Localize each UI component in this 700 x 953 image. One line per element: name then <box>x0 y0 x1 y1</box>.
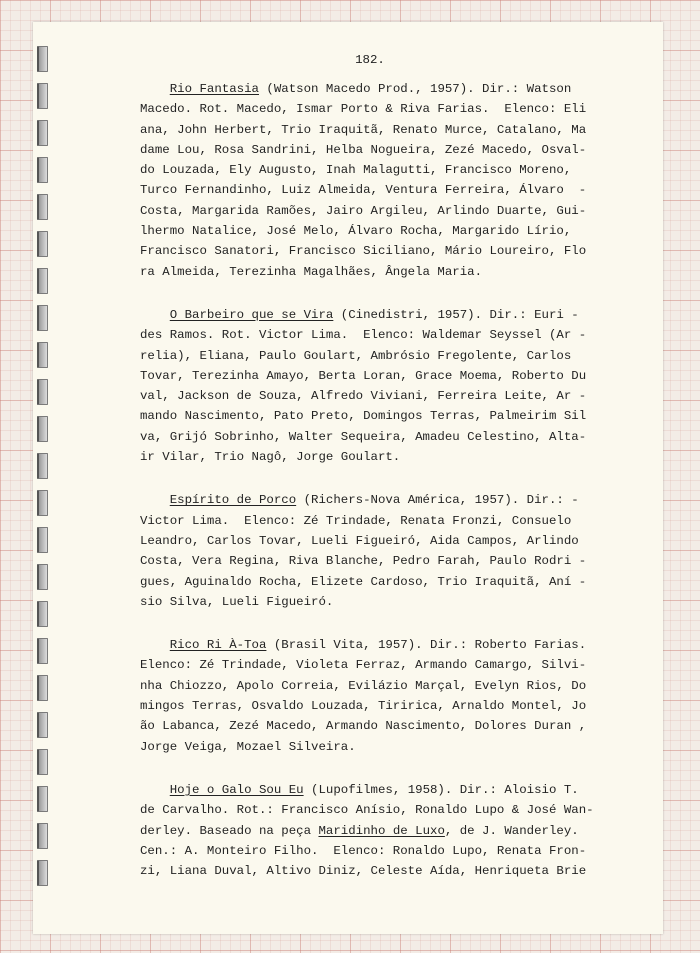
punch-hole <box>37 527 48 553</box>
page-number: 182. <box>355 53 385 67</box>
punch-hole <box>37 46 48 72</box>
text-line: Rio Fantasia (Watson Macedo Prod., 1957). Dir.: Watson <box>169 82 572 96</box>
play-title: Maridinho de Luxo <box>318 823 445 838</box>
text-line: Hoje o Galo Sou Eu (Lupofilmes, 1958). Dir.: Aloisio T. <box>169 782 579 797</box>
punch-hole <box>37 83 48 109</box>
punch-hole <box>37 305 48 331</box>
page-content <box>140 50 640 904</box>
film-title: O Barbeiro que se Vira <box>169 307 334 322</box>
film-title: Rico Ri À-Toa <box>169 638 267 653</box>
document-page <box>33 22 663 934</box>
text-line: Elenco: Zé Trindade, Violeta Ferraz, Armando Camargo, Silvi- <box>140 658 587 673</box>
text-line: gues, Aguinaldo Rocha, Elizete Cardoso, Trio Iraquitã, Aní - <box>140 574 587 589</box>
text-line: O Barbeiro que se Vira (Cinedistri, 1957). Dir.: Euri - <box>169 307 579 322</box>
text-line: Costa, Vera Regina, Riva Blanche, Pedro Farah, Paulo Rodri - <box>140 554 587 569</box>
punch-hole <box>37 860 48 886</box>
text-line: lhermo Natalice, José Melo, Álvaro Rocha, Margarido Lírio, <box>140 224 572 239</box>
text-line: Tovar, Terezinha Amayo, Berta Loran, Grace Moema, Roberto Du <box>140 368 587 383</box>
text-line: nha Chiozzo, Apolo Correia, Evilázio Marçal, Evelyn Rios, Do <box>140 678 587 693</box>
text-line: Victor Lima. Elenco: Zé Trindade, Renata Fronzi, Consuelo <box>140 513 572 528</box>
text-line: ana, John Herbert, Trio Iraquitã, Renato Murce, Catalano, Ma <box>140 122 587 137</box>
text-line: derley. Baseado na peça Maridinho de Luxo, de J. Wanderley. <box>140 823 579 838</box>
film-entries <box>140 79 640 881</box>
text-line: de Carvalho. Rot.: Francisco Anísio, Ronaldo Lupo & José Wan- <box>140 803 594 818</box>
text-line: sio Silva, Lueli Figueiró. <box>140 594 334 609</box>
text-line: Rico Ri À-Toa (Brasil Vita, 1957). Dir.: Roberto Farias. <box>169 638 587 653</box>
punch-hole <box>37 712 48 738</box>
film-entry <box>140 305 640 467</box>
punch-hole <box>37 675 48 701</box>
text-line: va, Grijó Sobrinho, Walter Sequeira, Amadeu Celestino, Alta- <box>140 429 587 444</box>
punch-hole <box>37 268 48 294</box>
punch-hole <box>37 379 48 405</box>
text-line: Francisco Sanatori, Francisco Siciliano, Mário Loureiro, Flo <box>140 244 587 259</box>
text-line: relia), Eliana, Paulo Goulart, Ambrósio Fregolente, Carlos <box>140 348 572 363</box>
punch-hole <box>37 120 48 146</box>
film-entry <box>140 490 640 612</box>
text-line: val, Jackson de Souza, Alfredo Viviani, Ferreira Leite, Ar - <box>140 389 587 404</box>
text-line: dame Lou, Rosa Sandrini, Helba Nogueira, Zezé Macedo, Osval- <box>140 142 587 157</box>
text-line: ir Vilar, Trio Nagô, Jorge Goulart. <box>140 450 401 465</box>
punch-hole <box>37 157 48 183</box>
punch-hole <box>37 638 48 664</box>
punch-hole <box>37 823 48 849</box>
text-line: des Ramos. Rot. Victor Lima. Elenco: Waldemar Seyssel (Ar - <box>140 328 587 343</box>
punch-hole <box>37 194 48 220</box>
punch-hole <box>37 564 48 590</box>
text-line: Espírito de Porco (Richers-Nova América, 1957). Dir.: - <box>169 493 579 508</box>
film-title: Hoje o Galo Sou Eu <box>169 782 304 797</box>
text-line: Leandro, Carlos Tovar, Lueli Figueiró, Aida Campos, Arlindo <box>140 533 579 548</box>
punch-hole <box>37 786 48 812</box>
film-entry <box>140 635 640 757</box>
binding-holes <box>37 46 47 906</box>
text-line: mingos Terras, Osvaldo Louzada, Tiririca, Arnaldo Montel, Jo <box>140 699 587 714</box>
film-title: Rio Fantasia <box>169 82 259 96</box>
film-title: Espírito de Porco <box>169 493 297 508</box>
text-line: ra Almeida, Terezinha Magalhães, Ângela Maria. <box>140 264 483 279</box>
text-line: Turco Fernandinho, Luiz Almeida, Ventura Ferreira, Álvaro - <box>140 183 587 198</box>
text-line: ão Labanca, Zezé Macedo, Armando Nascimento, Dolores Duran , <box>140 719 587 734</box>
text-line: Costa, Margarida Ramões, Jairo Argileu, Arlindo Duarte, Gui- <box>140 203 587 218</box>
text-line: mando Nascimento, Pato Preto, Domingos Terras, Palmeirim Sil <box>140 409 587 424</box>
punch-hole <box>37 601 48 627</box>
punch-hole <box>37 231 48 257</box>
text-line: Jorge Veiga, Mozael Silveira. <box>140 739 356 754</box>
text-line: Cen.: A. Monteiro Filho. Elenco: Ronaldo Lupo, Renata Fron- <box>140 843 587 858</box>
film-entry <box>140 79 640 282</box>
punch-hole <box>37 453 48 479</box>
punch-hole <box>37 416 48 442</box>
text-line: zi, Liana Duval, Altivo Diniz, Celeste Aída, Henriqueta Brie <box>140 864 587 879</box>
text-line: Macedo. Rot. Macedo, Ismar Porto & Riva Farias. Elenco: Eli <box>140 102 587 117</box>
film-entry <box>140 780 640 881</box>
punch-hole <box>37 342 48 368</box>
text-line: do Louzada, Ely Augusto, Inah Malagutti, Francisco Moreno, <box>140 163 572 178</box>
punch-hole <box>37 749 48 775</box>
punch-hole <box>37 490 48 516</box>
